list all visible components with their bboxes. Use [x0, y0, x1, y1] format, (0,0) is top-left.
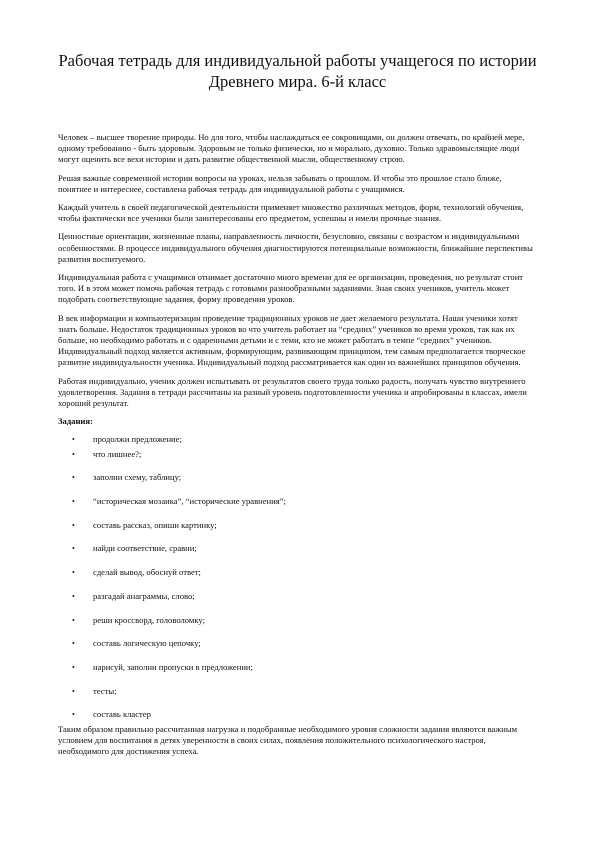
list-item-text: заполни схему, таблицу; [93, 472, 182, 483]
title-line-2: Древнего мира. 6-й класс [208, 72, 387, 91]
bullet-icon: • [72, 686, 75, 696]
tasks-heading: Задания: [58, 416, 93, 427]
list-item-text: разгадай анаграммы, слово; [93, 590, 195, 601]
bullet-icon: • [72, 473, 75, 483]
paragraph-6: В век информации и компьютеризации проведение традиционных уроков не дает желаемого результата. Наши ученики хотят знать больше. Недостаток традиционных уроков во что учитель работает на “средних” учеников во время уроков, так как их больше, но необходимо работать и с одаренными детьми и с теми, кто не может работать в темпе “средних” учеников. Индивидуальный подход является активным, формирующим, развивающим принципом, тем самым предполагается творческое развитие индивидуальности ученика. Индивидуальный подход рассматривается как один из важнейших принципов обучения. [58, 312, 526, 368]
document-title [58, 0, 537, 92]
list-item [58, 615, 537, 639]
list-item-text: составь рассказ, опиши картинку; [93, 519, 217, 530]
bullet-icon: • [72, 615, 75, 625]
list-item-text: сделай вывод, обоснуй ответ; [93, 567, 201, 578]
list-item-text: что лишнее?; [93, 448, 142, 459]
list-item [58, 520, 537, 544]
list-item [58, 449, 537, 473]
list-item [58, 662, 537, 686]
list-item [58, 638, 537, 662]
list-item [58, 543, 537, 567]
bullet-icon: • [72, 497, 75, 507]
bullet-icon: • [72, 544, 75, 554]
title-line-1: Рабочая тетрадь для индивидуальной работы учащегося по истории [58, 51, 537, 70]
bullet-icon: • [72, 663, 75, 672]
list-item-text: составь кластер [93, 709, 151, 720]
list-item [58, 472, 537, 496]
paragraph-4: Ценностные ориентации, жизненные планы, направленность личности, безусловно, связаны с возрастом и индивидуальными особенностями. В процессе индивидуального обучения диагностируются потенциальные возможности, ближайшие перспективы развития воспитуемого. [58, 231, 533, 264]
list-item-text: тесты; [93, 685, 117, 696]
list-item-text: найди соответствие, сравни; [93, 543, 197, 554]
bullet-icon: • [72, 710, 75, 720]
paragraph-7: Работая индивидуально, ученик должен испытывать от результатов своего труда только радость, получать чувство внутреннего удовлетворения. Задания в тетради рассчитаны на разный уровень подготовленности ученика и апробированы в классах, имели хороший результат. [58, 375, 527, 409]
list-item [58, 686, 537, 710]
list-item [58, 709, 537, 723]
list-item-text: “историческая мозаика”, “исторические уравнения”; [93, 496, 286, 507]
closing-paragraph: Таким образом правильно рассчитанная нагрузка и подобранные необходимого уровня сложности задания являются важным условием для воспитания в детях уверенности в своих силах, появления положительного психологического настроя, необходимого для достижения успеха. [58, 723, 518, 757]
paragraph-3: Каждый учитель в своей педагогической деятельности применяет множество различных методов, форм, технологий обучения, чтобы фактически все ученики были заинтересованы его предметом, успешны и имели прочные знания. [58, 202, 524, 224]
list-item-text: продолжи предложение; [93, 434, 182, 445]
list-item [58, 591, 537, 615]
list-item [58, 567, 537, 591]
list-item [58, 434, 537, 448]
list-item-text: реши кроссворд, головоломку; [93, 614, 205, 625]
bullet-icon: • [72, 449, 75, 459]
bullet-icon: • [72, 568, 75, 578]
tasks-list [58, 434, 537, 723]
paragraph-1: Человек – высшее творение природы. Но для того, чтобы наслаждаться ее сокровищами, он должен отвечать, по крайней мере, одному требованию - быть здоровым. Здоровым не только физически, но и морально, духовно. Только здравомыслящие люди могут оценить все вехи истории и дать развитие общественной мысли, общественному строю. [58, 132, 525, 165]
bullet-icon: • [72, 435, 75, 445]
list-item [58, 496, 537, 520]
list-item-text: составь логическую цепочку; [93, 638, 201, 649]
paragraph-2: Решая важные современной истории вопросы на уроках, нельзя забывать о прошлом. И чтобы это прошлое стало ближе, понятнее и интереснее, составлена рабочая тетрадь для индивидуальной работы с учащимися. [58, 172, 502, 194]
bullet-icon: • [72, 520, 75, 530]
bullet-icon: • [72, 591, 75, 601]
list-item-text: нарисуй, заполни пропуски в предложении; [93, 662, 253, 672]
document-body [58, 132, 537, 757]
paragraph-5: Индивидуальная работа с учащимися отнимает достаточно много времени для ее организации, проведения, но результат стоит того. И в этом может помочь рабочая тетрадь с готовыми разнообразными заданиями. Зная своих учеников, учитель может подобрать соответствующие задания, форму проведения уроков. [58, 272, 524, 305]
bullet-icon: • [72, 639, 75, 649]
